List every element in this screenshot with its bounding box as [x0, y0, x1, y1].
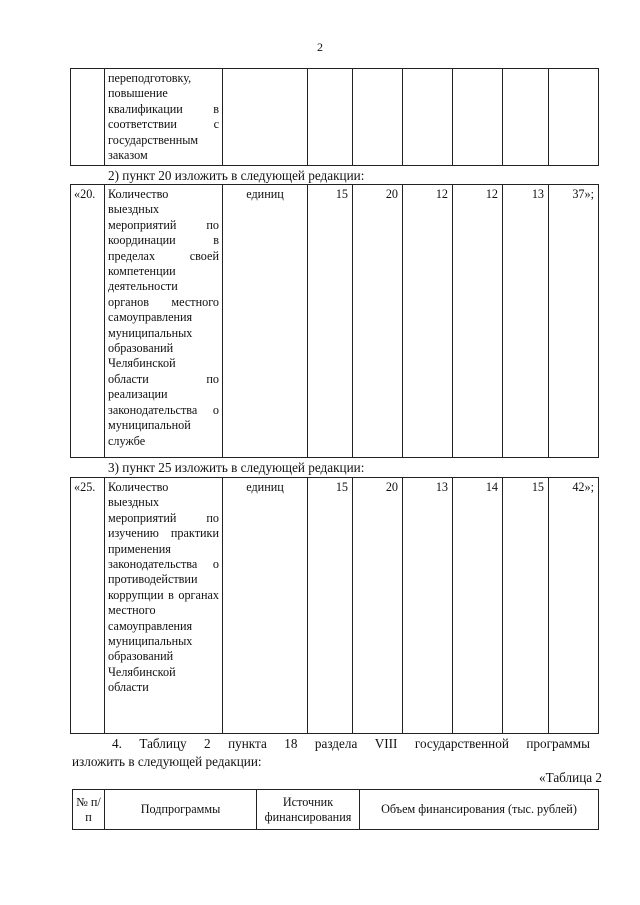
table-row: [71, 478, 599, 734]
paragraph-4: [72, 735, 590, 771]
cell-value: 12: [453, 185, 503, 458]
cell-value: 20: [353, 478, 403, 734]
indicator-table-item-25: [70, 477, 599, 734]
cell-value: 20: [353, 185, 403, 458]
table-row: [71, 185, 599, 458]
header-no: № п/п: [73, 790, 105, 830]
page-number: 2: [317, 40, 323, 54]
cell-value: 15: [503, 478, 549, 734]
cell-value: 42»;: [549, 478, 599, 734]
cell-value: 15: [308, 185, 353, 458]
cell-unit: единиц: [223, 185, 308, 458]
header-volume: Объем финансирования (тыс. рублей): [360, 790, 599, 830]
table-row: [71, 69, 599, 166]
cell-no: [71, 69, 105, 166]
cell-description: Количество выездных мероприятий по изучению практики применения законодательства о противодействии коррупции в органах местного самоуправления муниципальных образований Челябинской области: [105, 478, 223, 734]
cell-value: 37»;: [549, 185, 599, 458]
item-heading: 2) пункт 20 изложить в следующей редакции:: [108, 168, 365, 183]
cell-description: переподготовку, повышение квалификации в соответствии с государственным заказом: [105, 69, 223, 166]
cell-value: [403, 69, 453, 166]
cell-value: 13: [503, 185, 549, 458]
cell-value: [353, 69, 403, 166]
cell-value: [308, 69, 353, 166]
cell-description: Количество выездных мероприятий по координации в пределах своей компетенции деятельности органов местного самоуправления муниципальных образований Челябинской области по реализации законодательства о муниципальной службе: [105, 185, 223, 458]
cell-value: 15: [308, 478, 353, 734]
cell-value: 14: [453, 478, 503, 734]
cell-value: 12: [403, 185, 453, 458]
cell-value: [503, 69, 549, 166]
cell-unit: [223, 69, 308, 166]
table-label: «Таблица 2: [539, 770, 602, 785]
indicator-table-top: [70, 68, 599, 166]
cell-value: [549, 69, 599, 166]
header-source: Источник финансирования: [257, 790, 360, 830]
paragraph-line: изложить в следующей редакции:: [72, 754, 262, 769]
financing-table: [72, 789, 599, 830]
cell-unit: единиц: [223, 478, 308, 734]
paragraph-line: 4. Таблицу 2 пункта 18 раздела VIII государственной программы: [112, 736, 590, 751]
cell-value: 13: [403, 478, 453, 734]
table-header-row: [73, 790, 599, 830]
cell-no: «25.: [71, 478, 105, 734]
item-heading: 3) пункт 25 изложить в следующей редакции:: [108, 460, 365, 475]
cell-no: «20.: [71, 185, 105, 458]
indicator-table-item-20: [70, 184, 599, 458]
header-subprograms: Подпрограммы: [105, 790, 257, 830]
cell-value: [453, 69, 503, 166]
